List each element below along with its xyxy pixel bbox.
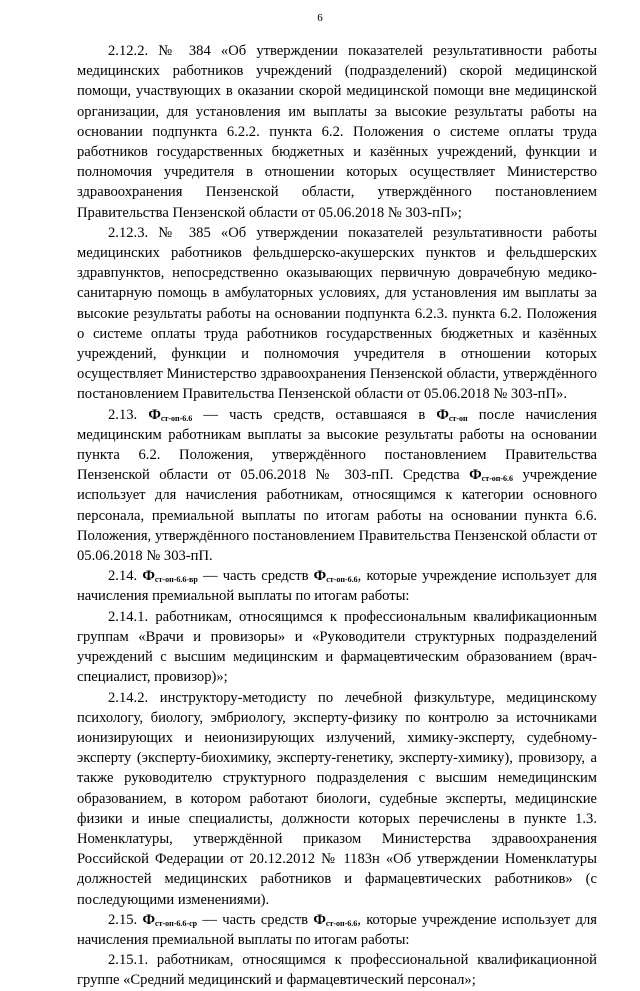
- text-segment: , которые учреждение использует для начисления премиальной выплаты по итогам работы:: [77, 911, 597, 948]
- clause-number: 2.15.: [108, 911, 143, 928]
- text-segment: — часть средств: [197, 911, 314, 928]
- text-segment: — часть средств: [197, 568, 314, 585]
- formula-symbol: $Ф_{ст-оп-6.6-вр}$: [142, 568, 198, 585]
- paragraph-2-14-1: 2.14.1. работникам, относящимся к профессиональным квалификационным группам «Врачи и провизоры» и «Руководители структурных подразделений учреждений с высшим медицинским и фармацевтическим образованием (врач-специалист, провизор)»;: [77, 608, 597, 686]
- formula-symbol: $Ф_{ст-оп-6.6}$: [148, 406, 193, 423]
- formula-symbol: $Ф_{ст-оп-6.6}$: [313, 911, 358, 928]
- paragraph-2-13: [77, 405, 597, 567]
- formula-symbol: $Ф_{ст-оп-6.6}$: [469, 467, 514, 484]
- text-segment: учреждение использует для начисления работникам, относящимся к категории основного персонала, премиальной выплаты по итогам работы на основании пункта 6.6. Положения, утверждённого постановлением Правительства Пензенской области от 05.06.2018 № 303-пП.: [77, 467, 597, 565]
- paragraph-2-15-1: 2.15.1. работникам, относящимся к профессиональной квалификационной группе «Средний медицинский и фармацевтический персонал»;: [77, 952, 597, 989]
- page-number: 6: [317, 12, 323, 24]
- formula-symbol: $Ф_{ст-оп}$: [436, 406, 468, 423]
- paragraph-2-14: [77, 566, 597, 606]
- text-segment: после начисления медицинским работникам выплаты за высокие результаты работы на основании пункта 6.2. Положения, утверждённого постановлением Правительства Пензенской области от 05.06.2018 № 303-пП. Средства: [77, 406, 597, 484]
- paragraph-2-12-3: 2.12.3. № 385 «Об утверждении показателей результативности работы медицинских работников фельдшерско-акушерских пунктов и фельдшерских здравпунктов, непосредственно оказывающих первичную доврачебную медико-санитарную помощь в амбулаторных условиях, для установления им выплаты за высокие результаты работы на основании подпункта 6.2.3. пункта 6.2. Положения о системе оплаты труда работников государственных бюджетных и казённых учреждений, функции и полномочия учредителя в отношении которых осуществляет Министерство здравоохранения Пензенской области, утверждённого постановлением Правительства Пензенской области от 05.06.2018 № 303-пП».: [77, 224, 597, 403]
- paragraph-2-15: [77, 910, 597, 950]
- text-segment: , которые учреждение использует для начисления премиальной выплаты по итогам работы:: [77, 568, 598, 605]
- paragraph-2-14-2: 2.14.2. инструктору-методисту по лечебной физкультуре, медицинскому психологу, биологу, эмбриологу, эксперту-физику по контролю за источниками ионизирующих и неионизирующих излучений, химику-эксперту, судебному-эксперту (эксперту-биохимику, эксперту-генетику, эксперту-химику), провизору, а также руководителю структурного подразделения с высшим немедицинским образованием, в котором работают биологи, судебные эксперты, медицинские физики и иные специалисты, должности которых перечислены в пункте 1.3. Номенклатуры, утверждённой приказом Министерства здравоохранения Российской Федерации от 20.12.2012 № 1183н «Об утверждении Номенклатуры должностей медицинских работников и фармацевтических работников» (с последующими изменениями).: [77, 689, 597, 908]
- text-segment: — часть средств, оставшаяся в: [192, 406, 437, 423]
- formula-symbol: $Ф_{ст-оп-6.6}$: [313, 568, 358, 585]
- paragraph-2-12-2: 2.12.2. № 384 «Об утверждении показателей результативности работы медицинских работников учреждений (подразделений) скорой медицинской помощи, участвующих в оказании скорой медицинской помощи вне медицинской организации, для установления им выплаты за высокие результаты работы на основании подпункта 6.2.2. пункта 6.2. Положения о системе оплаты труда работников государственных бюджетных и казённых учреждений, функции и полномочия учредителя в отношении которых осуществляет Министерство здравоохранения Пензенской области, утверждённого постановлением Правительства Пензенской области от 05.06.2018 № 303-пП»;: [77, 43, 597, 221]
- formula-symbol: $Ф_{ст-оп-6.6-ср}$: [142, 911, 198, 928]
- document-body: [77, 41, 597, 991]
- clause-number: 2.14.: [108, 568, 143, 585]
- clause-number: 2.13.: [108, 406, 149, 423]
